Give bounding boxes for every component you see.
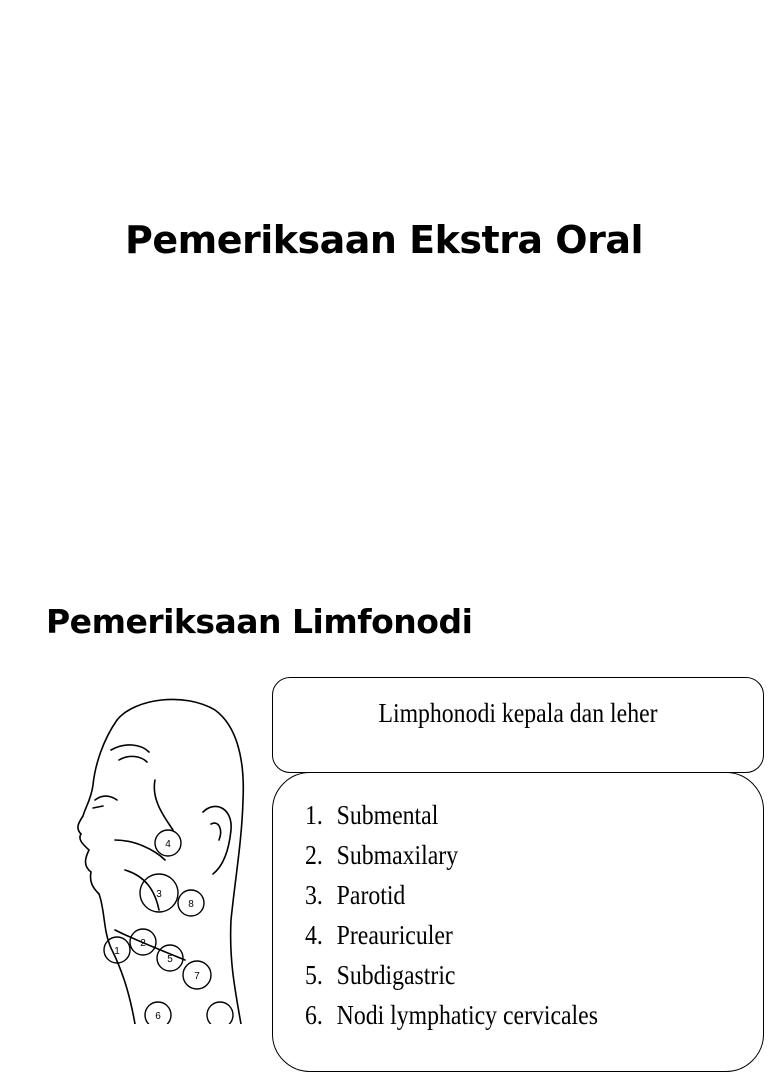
- svg-text:5: 5: [167, 954, 173, 965]
- slide-title: Pemeriksaan Ekstra Oral: [124, 218, 644, 262]
- list-item: 3. Parotid: [305, 880, 406, 910]
- list-item: 1. Submental: [305, 800, 439, 830]
- svg-text:6: 6: [155, 1011, 161, 1022]
- node-number-labels: [114, 839, 200, 1022]
- list-item: 6. Nodi lymphaticy cervicales: [305, 1000, 598, 1030]
- lymph-node-header-box: [272, 677, 764, 773]
- box-header-text: Limphonodi kepala dan leher: [378, 698, 658, 728]
- svg-text:1: 1: [114, 946, 120, 957]
- svg-text:8: 8: [188, 899, 194, 910]
- svg-text:7: 7: [194, 971, 200, 982]
- lymph-node-markers: [104, 830, 233, 1024]
- list-item: 4. Preauriculer: [305, 920, 453, 950]
- head-lymph-node-illustration: [55, 690, 265, 1024]
- list-item: 2. Submaxilary: [305, 840, 459, 870]
- svg-text:4: 4: [165, 839, 171, 850]
- lymph-node-list-box: [272, 772, 764, 1072]
- svg-text:2: 2: [140, 938, 146, 949]
- list-item: 5. Subdigastric: [305, 960, 456, 990]
- slide-title: Pemeriksaan Limfonodi: [46, 602, 473, 641]
- slide-limfonodi: [0, 560, 768, 1030]
- svg-text:3: 3: [156, 889, 162, 900]
- lymph-node-list: [305, 795, 638, 1035]
